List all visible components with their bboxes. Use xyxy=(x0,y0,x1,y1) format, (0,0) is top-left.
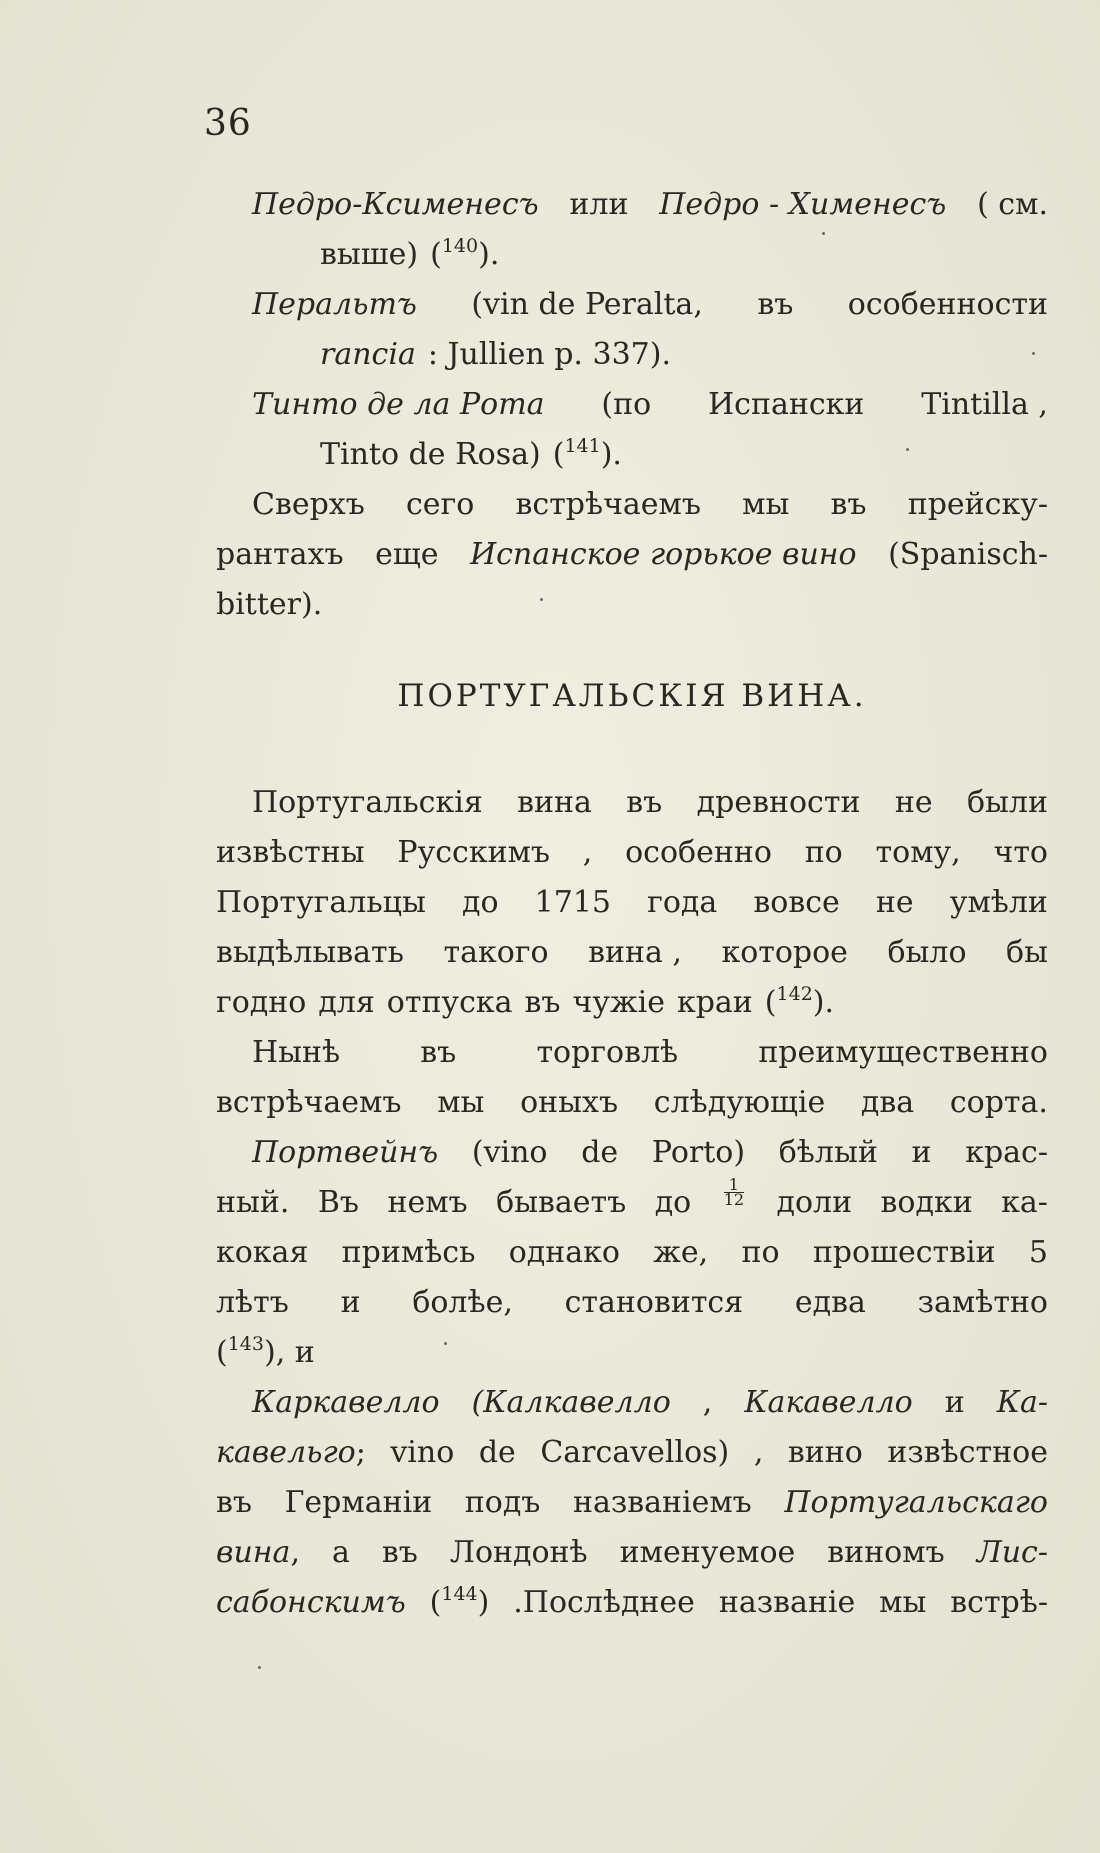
wine-name: Педро-Ксименесъ xyxy=(252,187,539,222)
paren: ( xyxy=(430,237,442,272)
word: слѣдующіе xyxy=(653,1085,826,1120)
word: Лондонѣ xyxy=(449,1535,588,1570)
word: или xyxy=(569,187,629,222)
paren: ) xyxy=(477,1585,490,1620)
wine-name: сабонскимъ xyxy=(216,1585,406,1620)
word: въ xyxy=(420,1035,457,1070)
text-line xyxy=(216,778,1048,828)
word: въ xyxy=(757,287,794,322)
wine-name: Портвейнъ xyxy=(252,1135,439,1170)
word: особенно xyxy=(625,835,772,870)
word: не xyxy=(875,885,914,920)
paren: ( xyxy=(764,985,777,1020)
word: торговлѣ xyxy=(536,1035,679,1070)
footnote-ref xyxy=(765,978,834,1028)
word: de xyxy=(478,1435,516,1470)
word: въ xyxy=(381,1535,418,1570)
word: прейску- xyxy=(907,487,1048,522)
paren: ). xyxy=(478,237,500,272)
word: по xyxy=(741,1235,780,1270)
word: бы xyxy=(1006,935,1048,970)
word: .Послѣднее xyxy=(513,1585,695,1620)
word: de xyxy=(581,1135,619,1170)
word: года xyxy=(647,885,718,920)
word: тому, xyxy=(875,835,961,870)
text-line xyxy=(216,380,1048,430)
word: были xyxy=(966,785,1048,820)
word: водки xyxy=(880,1185,973,1220)
footnote-number: 140 xyxy=(441,235,479,257)
word: рантахъ xyxy=(216,537,344,572)
word: бѣлый xyxy=(778,1135,878,1170)
wine-name: Тинто де ла Рота xyxy=(252,387,545,422)
word: болѣе, xyxy=(412,1285,513,1320)
fraction-numerator: 1 xyxy=(724,1178,744,1193)
word: Нынѣ xyxy=(252,1035,341,1070)
word: однако xyxy=(508,1235,620,1270)
word: краи xyxy=(676,985,753,1020)
word: Porto) xyxy=(651,1135,746,1170)
word: оныхъ xyxy=(520,1085,619,1120)
wine-name: вина xyxy=(216,1535,291,1570)
word: Въ xyxy=(317,1185,359,1220)
word: встрѣчаемъ xyxy=(515,487,701,522)
word: которое xyxy=(721,935,848,970)
text-line xyxy=(216,1028,1048,1078)
text-line xyxy=(216,330,1048,380)
wine-name: Какавелло xyxy=(744,1385,913,1420)
word: древности xyxy=(696,785,861,820)
text-line xyxy=(216,928,1048,978)
word: чужіе xyxy=(572,985,665,1020)
word: извѣстное xyxy=(887,1435,1048,1470)
word: немъ xyxy=(387,1185,468,1220)
word: и xyxy=(944,1385,965,1420)
fraction xyxy=(723,1175,745,1228)
text-line xyxy=(216,828,1048,878)
footnote-number: 141 xyxy=(564,435,601,457)
word: , xyxy=(702,1385,713,1420)
word: (vin de Peralta, xyxy=(471,287,703,322)
text-line xyxy=(216,280,1048,330)
word: ка- xyxy=(1001,1185,1048,1220)
word: годно xyxy=(216,985,307,1020)
footnote-number: 143 xyxy=(227,1333,264,1355)
word: становится xyxy=(564,1285,744,1320)
word: Tintilla , xyxy=(921,387,1048,422)
word: и xyxy=(911,1135,932,1170)
top-text-block xyxy=(216,180,1048,630)
word: такого xyxy=(443,935,549,970)
text-line xyxy=(216,1128,1048,1178)
paper-speck xyxy=(822,232,825,235)
word: 5 xyxy=(1028,1235,1048,1270)
text-line xyxy=(216,430,1048,480)
word: мы xyxy=(437,1085,485,1120)
word: (по xyxy=(601,387,652,422)
word: Португальцы xyxy=(216,885,426,920)
text-line xyxy=(216,1478,1048,1528)
text-line xyxy=(216,230,1048,280)
word: едва xyxy=(794,1285,866,1320)
fraction-denominator: 12 xyxy=(723,1190,745,1209)
paper-speck xyxy=(444,1342,447,1345)
word: , xyxy=(582,835,593,870)
word: Русскимъ xyxy=(397,835,550,870)
word: (Spanisch- xyxy=(888,537,1048,572)
wine-name: Перальтъ xyxy=(252,287,417,322)
text-line xyxy=(216,1175,1048,1228)
word: же, xyxy=(653,1235,709,1270)
word: въ xyxy=(524,985,561,1020)
word: мы xyxy=(879,1585,927,1620)
word: особенности xyxy=(847,287,1048,322)
word: названіе xyxy=(718,1585,856,1620)
word: примѣсь xyxy=(341,1235,476,1270)
word: bitter). xyxy=(216,587,323,622)
word: извѣстны xyxy=(216,835,365,870)
wine-name: кавельго xyxy=(216,1435,356,1470)
word: Германіи xyxy=(284,1485,433,1520)
word: по xyxy=(804,835,843,870)
footnote-number: 144 xyxy=(441,1583,478,1605)
word: прошествіи xyxy=(812,1235,996,1270)
word: сорта. xyxy=(949,1085,1048,1120)
text-line xyxy=(216,580,1048,630)
wine-name: Португальскаго xyxy=(784,1485,1048,1520)
word: : Jullien p. 337). xyxy=(427,337,672,372)
text-line xyxy=(216,978,1048,1028)
word: не xyxy=(894,785,933,820)
wine-name: Каркавелло xyxy=(252,1385,440,1420)
word: встрѣ- xyxy=(950,1585,1048,1620)
word: vino xyxy=(390,1435,455,1470)
paren: ( xyxy=(552,437,565,472)
wine-name: Испанское горькое вино xyxy=(469,537,857,572)
footnote-ref xyxy=(216,1328,315,1378)
word: замѣтно xyxy=(917,1285,1048,1320)
paren: ). xyxy=(812,985,835,1020)
footnote-ref xyxy=(553,430,622,480)
word: встрѣчаемъ xyxy=(216,1085,402,1120)
wine-name: Ка- xyxy=(996,1385,1048,1420)
word: умѣли xyxy=(949,885,1048,920)
word: подъ xyxy=(464,1485,541,1520)
word: бываетъ xyxy=(496,1185,627,1220)
word: выше) xyxy=(320,237,419,272)
text-line xyxy=(216,1328,1048,1378)
text-line xyxy=(216,878,1048,928)
word: до xyxy=(461,885,499,920)
paren: ). xyxy=(600,437,622,472)
word: что xyxy=(993,835,1048,870)
word: доли xyxy=(776,1185,853,1220)
word: Испански xyxy=(708,387,865,422)
word: Tinto de Rosa) xyxy=(320,437,541,472)
word: Carcavellos) xyxy=(540,1435,730,1470)
paper-speck xyxy=(258,1666,261,1669)
word: выдѣлывать xyxy=(216,935,404,970)
wine-name: Лис- xyxy=(976,1535,1048,1570)
paper-speck xyxy=(1032,352,1035,355)
footnote-ref xyxy=(430,230,499,280)
word: Сверхъ xyxy=(252,487,365,522)
word: , xyxy=(290,1535,300,1570)
word: до xyxy=(654,1185,692,1220)
text-line xyxy=(216,1378,1048,1428)
word: именуемое xyxy=(619,1535,796,1570)
word: ; xyxy=(355,1435,366,1470)
paper-speck xyxy=(540,598,543,601)
word: виномъ xyxy=(827,1535,945,1570)
word: rancia xyxy=(320,337,416,372)
footnote-ref xyxy=(430,1578,490,1628)
text-line xyxy=(216,1278,1048,1328)
page-number: 36 xyxy=(204,103,252,144)
word: въ xyxy=(830,487,867,522)
word: вина xyxy=(517,785,592,820)
footnote-number: 142 xyxy=(776,983,813,1005)
wine-name: Педро - Хименесъ xyxy=(659,187,947,222)
word: отпуска xyxy=(386,985,513,1020)
paper-speck xyxy=(906,448,909,451)
word: крас- xyxy=(965,1135,1048,1170)
word: еще xyxy=(375,537,439,572)
word: названіемъ xyxy=(572,1485,752,1520)
word: вина , xyxy=(588,935,682,970)
text-line xyxy=(216,1578,1048,1628)
word: было xyxy=(887,935,967,970)
word: ), и xyxy=(263,1335,315,1370)
word: два xyxy=(860,1085,915,1120)
section-heading: ПОРТУГАЛЬСКІЯ ВИНА. xyxy=(397,678,867,714)
word: преимущественно xyxy=(758,1035,1048,1070)
word: вовсе xyxy=(753,885,840,920)
word: ( см. xyxy=(977,187,1048,222)
text-line xyxy=(216,1428,1048,1478)
word: лѣтъ xyxy=(216,1285,289,1320)
word: и xyxy=(340,1285,361,1320)
text-line xyxy=(216,1078,1048,1128)
text-line xyxy=(216,530,1048,580)
word: а xyxy=(332,1535,350,1570)
text-line xyxy=(216,1528,1048,1578)
word: въ xyxy=(626,785,663,820)
paren: ( xyxy=(216,1335,228,1370)
bottom-text-block xyxy=(216,778,1048,1628)
word: , xyxy=(753,1435,764,1470)
word: 1715 xyxy=(534,885,611,920)
text-line xyxy=(216,480,1048,530)
word: сего xyxy=(405,487,475,522)
word: кокая xyxy=(216,1235,309,1270)
word: для xyxy=(318,985,375,1020)
text-line xyxy=(216,180,1048,230)
text-line xyxy=(216,1228,1048,1278)
paren: ( xyxy=(429,1585,442,1620)
word: въ xyxy=(216,1485,252,1520)
word: (vino xyxy=(471,1135,548,1170)
word: ный. xyxy=(216,1185,290,1220)
wine-name: (Калкавелло xyxy=(471,1385,671,1420)
word: мы xyxy=(742,487,790,522)
word: вино xyxy=(787,1435,863,1470)
word: Португальскія xyxy=(252,785,483,820)
